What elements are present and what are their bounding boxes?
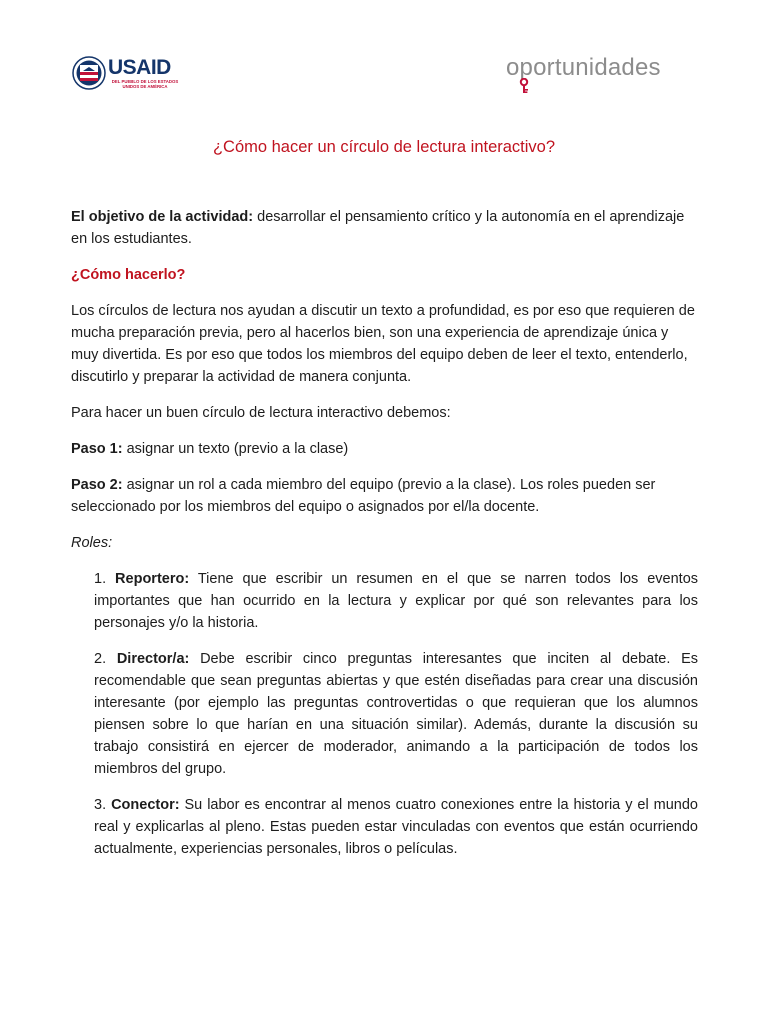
role-item — [94, 568, 698, 634]
role-number: 2. — [94, 651, 107, 667]
usaid-tagline: DEL PUEBLO DE LOS ESTADOS UNIDOS DE AMÉRICA — [111, 79, 179, 89]
key-icon — [518, 78, 530, 94]
objective-label: El objetivo de la actividad: — [71, 209, 254, 225]
usaid-seal-icon — [72, 56, 106, 90]
document-title: ¿Cómo hacer un círculo de lectura interactivo? — [212, 138, 556, 157]
role-item — [94, 794, 698, 860]
step-2 — [71, 474, 698, 518]
intro-paragraph: Los círculos de lectura nos ayudan a discutir un texto a profundidad, es por eso que requieren de mucha preparación previa, pero al hacerlos bien, son una experiencia de aprendizaje única y muy divertida. Es por eso que todos los miembros del equipo deben de leer el texto, entenderlo, discutirlo y preparar la actividad de manera conjunta. — [71, 303, 695, 385]
objective-text: desarrollar el pensamiento crítico y la autonomía en el aprendizaje en los estudiantes. — [71, 209, 685, 247]
role-text: Tiene que escribir un resumen en el que se narren todos los eventos importantes que han ocurrido en la lectura y explicar por qué son relevantes para los personajes y/o la historia. — [94, 571, 699, 631]
step-1 — [71, 438, 698, 460]
step-1-text: asignar un texto (previo a la clase) — [122, 441, 349, 457]
role-name: Conector: — [111, 797, 180, 813]
how-heading: ¿Cómo hacerlo? — [71, 267, 186, 283]
oportunidades-logo — [506, 54, 676, 94]
oportunidades-wordmark: oportunidades — [506, 54, 661, 81]
role-name: Reportero: — [115, 571, 190, 587]
step-1-label: Paso 1: — [71, 441, 123, 457]
step-2-label: Paso 2: — [71, 477, 123, 493]
role-text: Su labor es encontrar al menos cuatro conexiones entre la historia y el mundo real y explicarlas al pleno. Estas pueden estar vinculadas con eventos que están ocurriendo actualmente, experiencias personales, libros o películas. — [94, 797, 698, 857]
role-text: Debe escribir cinco preguntas interesantes que inciten al debate. Es recomendable que sean preguntas abiertas y que estén diseñadas para crear una discusión interesante (por ejemplo las preguntas controvertidas o que requieran que los alumnos piensen sobre lo que harían en una situación similar). Además, durante la discusión su trabajo consistirá en ejercer de moderador, animando a la participación de todos los miembros del grupo. — [94, 651, 698, 777]
role-number: 3. — [94, 797, 107, 813]
objective-paragraph — [71, 206, 698, 250]
usaid-wordmark: USAID — [108, 56, 171, 79]
role-name: Director/a: — [116, 651, 190, 667]
role-item — [94, 648, 698, 780]
document-body — [71, 206, 698, 874]
roles-label: Roles: — [71, 535, 113, 551]
usaid-logo — [72, 56, 184, 94]
page-header — [0, 0, 768, 110]
role-number: 1. — [94, 571, 107, 587]
steps-intro: Para hacer un buen círculo de lectura interactivo debemos: — [71, 405, 451, 421]
step-2-text: asignar un rol a cada miembro del equipo (previo a la clase). Los roles pueden ser seleccionado por los miembros del equipo o asignados por el/la docente. — [71, 477, 656, 515]
